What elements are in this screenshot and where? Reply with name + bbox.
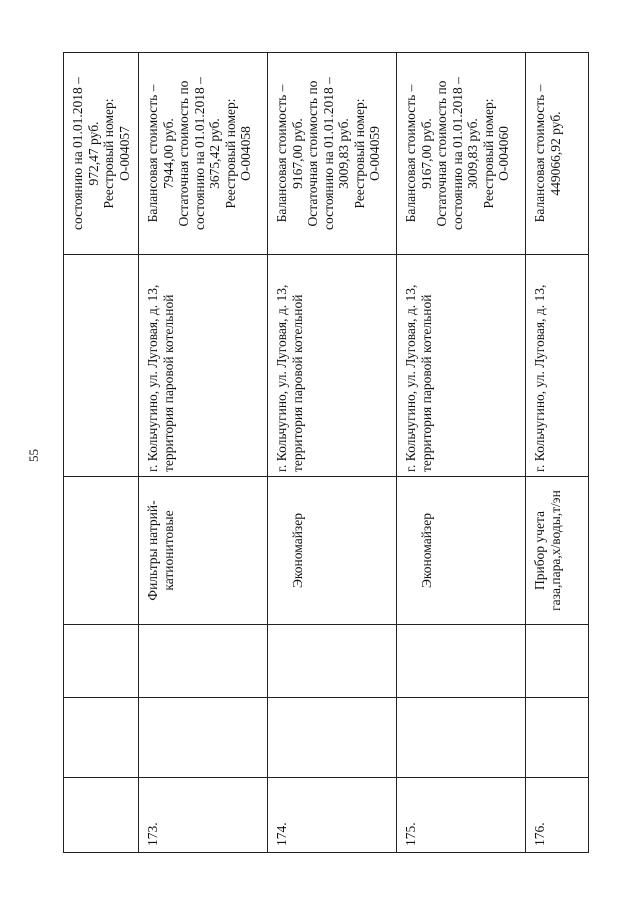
address-line: территория паровой котельной [289,294,305,472]
cost-line: Балансовая стоимость – [403,84,418,223]
cost-line: Остаточная стоимость по [176,80,191,227]
cost-line: состоянию на 01.01.2018 – [320,77,336,230]
empty-cell [139,625,268,698]
empty-cell [526,625,589,698]
table-row [268,53,397,853]
cost-line: состоянию на 01.01.2018 – [449,77,465,230]
cost-line: состоянию на 01.01.2018 – [70,77,85,230]
address-cell [64,255,139,477]
cost-line: 449066,92 руб. [547,111,563,196]
property-register-table [63,52,589,853]
cost-line: 9167,00 руб. [289,118,305,189]
object-name-line: Экономайзер [419,513,434,588]
cost-cell [397,53,526,255]
cost-line: Реестровый номер: [480,98,496,209]
page-number: 55 [26,449,41,462]
empty-cell [526,698,589,778]
address-cell [397,255,526,477]
address-line: г. Кольчугино, ул. Луговая, д. 13, [145,284,160,472]
cost-line: О-004058 [238,126,253,181]
cost-cell [139,53,268,255]
address-cell [139,255,268,477]
object-name-line: катионитовые [160,510,176,591]
address-line: территория паровой котельной [160,294,176,472]
cost-cell [64,53,139,255]
cost-line: 9167,00 руб. [418,118,434,189]
row-number-cell: 175. [397,778,526,853]
empty-cell [268,698,397,778]
address-cell [526,255,589,477]
cost-line: Балансовая стоимость – [145,84,160,223]
empty-cell [64,625,139,698]
object-name-line: Фильтры натрий- [145,500,160,601]
object-name-cell [526,477,589,625]
empty-cell [64,698,139,778]
object-name-cell [64,477,139,625]
row-number-cell: 174. [268,778,397,853]
cost-line: состоянию на 01.01.2018 – [191,77,207,230]
cost-line: Реестровый номер: [351,98,367,209]
cost-line: Реестровый номер: [222,98,238,209]
cost-cell [268,53,397,255]
row-number-cell: 176. [526,778,589,853]
table-row [64,53,139,853]
object-name-line: газа,пара,х/воды,т/эн [547,490,563,611]
table-row [139,53,268,853]
cost-cell [526,53,589,255]
cost-line: Балансовая стоимость – [532,84,547,223]
object-name-line: Прибор учета [532,510,547,591]
object-name-line: Экономайзер [290,513,305,588]
empty-cell [397,698,526,778]
row-number-cell [64,778,139,853]
address-line: территория паровой котельной [418,294,434,472]
cost-line: Остаточная стоимость по [434,80,449,227]
cost-line: 3675,42 руб. [207,118,222,189]
cost-line: Реестровый номер: [101,98,116,209]
cost-line: 3009,83 руб. [336,118,351,189]
cost-line: 7944,00 руб. [160,118,176,189]
empty-cell [139,698,268,778]
cost-line: О-004060 [496,126,511,181]
object-name-cell [397,477,526,625]
table-row [526,53,589,853]
address-line: г. Кольчугино, ул. Луговая, д. 13, [403,284,418,472]
object-name-cell [268,477,397,625]
cost-line: 3009,83 руб. [465,118,480,189]
address-line: г. Кольчугино, ул. Луговая, д. 13, [274,284,289,472]
empty-cell [397,625,526,698]
cost-line: Балансовая стоимость – [274,84,289,223]
address-line: г. Кольчугино, ул. Луговая, д. 13, [532,284,547,472]
table-row [397,53,526,853]
cost-line: О-004059 [367,126,382,181]
object-name-cell [139,477,268,625]
row-number-cell: 173. [139,778,268,853]
address-cell [268,255,397,477]
cost-line: О-004057 [116,126,132,181]
cost-line: Остаточная стоимость по [305,80,320,227]
cost-line: 972,47 руб. [85,121,101,186]
empty-cell [268,625,397,698]
